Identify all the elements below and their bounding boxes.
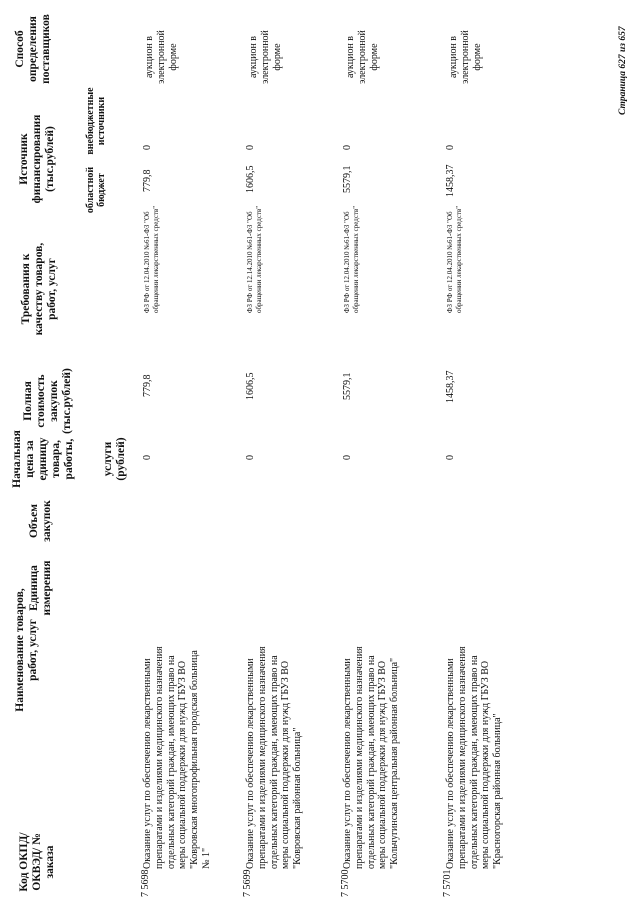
row-fin-regional: 1606,5: [245, 165, 256, 193]
row-unit-price: 0: [245, 455, 256, 460]
row-total: 1606,5: [245, 372, 256, 400]
row-code: 7 5701: [442, 869, 453, 897]
row-code: 7 5699: [242, 869, 253, 897]
row-name: Оказание услуг по обеспечению лекарственными препаратами и изделиями медицинского назначения отдельных категорий граждан, имеющих право на меры социальной поддержки для нужд ГБУЗ ВО "Кольчугинская центральная районная больница": [342, 646, 401, 869]
header-code: Код ОКПД/ ОКВЭД/ № заказа: [18, 832, 56, 892]
row-fin-regional: 1458,37: [445, 164, 456, 197]
row-unit-price: 0: [342, 455, 353, 460]
row-requirements: ФЗ РФ от 12.14.2010 №61-ФЗ "Об обращении лекарственных средств": [246, 205, 264, 313]
row-total: 5579,1: [342, 372, 353, 400]
row-fin-extra: 0: [445, 145, 456, 150]
row-name: Оказание услуг по обеспечению лекарственными препаратами и изделиями медицинского назначения отдельных категорий граждан, имеющих право на меры социальной поддержки для нужд ГБУЗ ВО "Ковровская районная больница": [245, 646, 304, 869]
row-unit-price: 0: [142, 455, 153, 460]
header-financing: Источник финансирования (тыс.рублей): [18, 114, 56, 204]
header-requirements: Требования к качеству товаров, работ, услуг: [20, 242, 58, 336]
header-unit: Единица измерения: [28, 560, 53, 616]
row-fin-extra: 0: [342, 145, 353, 150]
row-fin-regional: 5579,1: [342, 165, 353, 193]
header-name: Наименование товаров, работ, услуг: [14, 588, 39, 712]
row-method: аукцион в электронной форме: [345, 30, 380, 84]
row-requirements: ФЗ РФ от 12.04.2010 №61-ФЗ "Об обращении лекарственных средств": [446, 205, 464, 313]
row-unit-price: 0: [445, 455, 456, 460]
row-requirements: ФЗ РФ от 12.04.2010 №61-ФЗ "Об обращении лекарственных средств": [143, 205, 161, 313]
row-method: аукцион в электронной форме: [248, 30, 283, 84]
header-volume: Объем закупок: [28, 500, 53, 542]
row-code: 7 5698: [140, 869, 151, 897]
row-total: 1458,37: [445, 370, 456, 403]
row-fin-extra: 0: [245, 145, 256, 150]
header-fin-regional: областной бюджет: [85, 166, 108, 214]
row-name: Оказание услуг по обеспечению лекарственными препаратами и изделиями медицинского назначения отдельных категорий граждан, имеющих право на меры социальной поддержки для нужд ГБУЗ ВО "Красногорская районная больница": [445, 646, 504, 869]
page-number: Страница 627 из 657: [618, 26, 628, 115]
row-fin-regional: 779,8: [142, 169, 153, 192]
header-fin-extra: внебюджетные источники: [85, 87, 108, 155]
header-method: Способ определения поставщиков: [14, 14, 52, 84]
header-unit-price: Начальная цена за единицу товара, работы,: [11, 430, 75, 488]
row-name: Оказание услуг по обеспечению лекарственными препаратами и изделиями медицинского назначения отдельных категорий граждан, имеющих право на меры социальной поддержки для нужд ГБУЗ ВО "Ковровская многопрофильная городская больница № 1": [142, 646, 212, 869]
row-method: аукцион в электронной форме: [144, 30, 179, 84]
header-unit-price-rub: услуги (рублей): [102, 437, 127, 481]
header-total: Полная стоимость закупок (тыс.рублей): [22, 368, 73, 434]
row-requirements: ФЗ РФ от 12.04.2010 №61-ФЗ "Об обращении лекарственных средств": [343, 205, 361, 313]
row-method: аукцион в электронной форме: [448, 30, 483, 84]
row-fin-extra: 0: [142, 145, 153, 150]
row-code: 7 5700: [340, 869, 351, 897]
row-total: 779,8: [142, 374, 153, 397]
